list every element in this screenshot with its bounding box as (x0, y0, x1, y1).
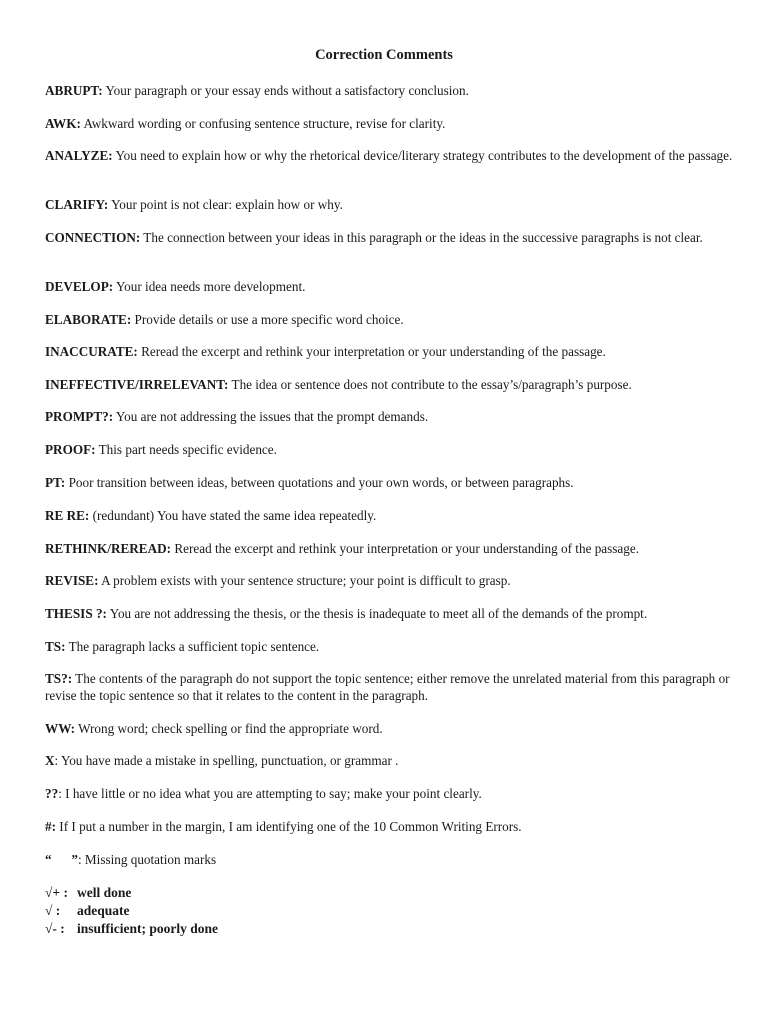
comment-term: PT: (45, 475, 66, 490)
comment-definition: Wrong word; check spelling or find the appropriate word. (75, 721, 383, 736)
comment-definition: The idea or sentence does not contribute to the essay’s/paragraph’s purpose. (228, 377, 632, 392)
check-legend-well-done (45, 884, 131, 901)
comment-entry-abrupt (45, 82, 735, 99)
comment-definition: : Missing quotation marks (77, 852, 217, 867)
comment-term: RE RE: (45, 508, 90, 523)
check-label: well done (77, 885, 132, 900)
comment-definition: You need to explain how or why the rhetorical device/literary strategy contributes to the development of the passage. (112, 148, 733, 163)
document-title: Correction Comments (315, 47, 453, 63)
comment-entry-ineffective (45, 376, 735, 393)
comment-definition: Poor transition between ideas, between quotations and your own words, or between paragraphs. (65, 475, 574, 490)
check-legend-adequate (45, 902, 130, 919)
comment-term: TS?: (45, 671, 73, 686)
comment-term: RETHINK/REREAD: (45, 541, 172, 556)
comment-definition: If I put a number in the margin, I am identifying one of the 10 Common Writing Errors. (56, 819, 522, 834)
comment-term: THESIS ?: (45, 606, 107, 621)
comment-term: PROMPT?: (45, 409, 114, 424)
comment-definition: The paragraph lacks a sufficient topic sentence. (65, 639, 320, 654)
comment-entry-awk (45, 115, 735, 132)
comment-entry-inaccurate (45, 343, 735, 360)
comment-entry-revise (45, 572, 735, 589)
check-plus-icon: √+ : (45, 885, 68, 900)
check-label: adequate (77, 903, 130, 918)
comment-term: “ ” (45, 852, 78, 867)
comment-entry-connection (45, 229, 735, 246)
comment-entry-thesis (45, 605, 735, 622)
comment-definition: Your point is not clear: explain how or why. (108, 197, 343, 212)
comment-definition: Your idea needs more development. (113, 279, 306, 294)
comment-entry-develop (45, 278, 735, 295)
check-legend-insufficient (45, 920, 218, 937)
comment-entry-elaborate (45, 311, 735, 328)
comment-definition: : You have made a mistake in spelling, punctuation, or grammar . (54, 753, 399, 768)
comment-term: X (45, 753, 55, 768)
comment-definition: Reread the excerpt and rethink your interpretation or your understanding of the passage. (171, 541, 640, 556)
check-label: insufficient; poorly done (77, 921, 219, 936)
comment-term: CLARIFY: (45, 197, 109, 212)
check-minus-icon: √- : (45, 921, 65, 936)
comment-entry-prompt (45, 408, 735, 425)
comment-definition: Awkward wording or confusing sentence structure, revise for clarity. (80, 116, 446, 131)
comment-term: ABRUPT: (45, 83, 103, 98)
comment-term: #: (45, 819, 56, 834)
comment-entry-pt (45, 474, 735, 491)
comment-definition: A problem exists with your sentence structure; your point is difficult to grasp. (98, 573, 511, 588)
comment-term: ELABORATE: (45, 312, 132, 327)
comment-entry-quotation-marks (45, 851, 735, 868)
comment-entry-re-re (45, 507, 735, 524)
check-icon: √ : (45, 903, 61, 918)
comment-term: INACCURATE: (45, 344, 138, 359)
comment-entry-x (45, 752, 735, 769)
comment-term: PROOF: (45, 442, 96, 457)
comment-entry-ww (45, 720, 735, 737)
comment-entry-number (45, 818, 735, 835)
comment-definition: You are not addressing the thesis, or the thesis is inadequate to meet all of the demands of the prompt. (106, 606, 648, 621)
comment-entry-double-question (45, 785, 735, 802)
comment-definition: : I have little or no idea what you are attempting to say; make your point clearly. (58, 786, 482, 801)
comment-term: ANALYZE: (45, 148, 113, 163)
comment-entry-rethink (45, 540, 735, 557)
comment-entry-analyze (45, 147, 735, 164)
comment-definition: Provide details or use a more specific word choice. (131, 312, 404, 327)
comment-term: ?? (45, 786, 59, 801)
comment-entry-proof (45, 441, 735, 458)
comment-term: INEFFECTIVE/IRRELEVANT: (45, 377, 229, 392)
comment-entry-ts (45, 638, 735, 655)
comment-term: REVISE: (45, 573, 99, 588)
comment-definition: (redundant) You have stated the same idea repeatedly. (89, 508, 377, 523)
comment-definition: This part needs specific evidence. (95, 442, 277, 457)
comment-entry-clarify (45, 196, 735, 213)
comment-entry-ts-question (45, 670, 735, 704)
comment-definition: You are not addressing the issues that the prompt demands. (113, 409, 429, 424)
comment-definition: The connection between your ideas in this paragraph or the ideas in the successive paragraphs is not clear. (140, 230, 703, 245)
comment-term: CONNECTION: (45, 230, 141, 245)
comment-term: TS: (45, 639, 66, 654)
comment-term: AWK: (45, 116, 81, 131)
comment-term: DEVELOP: (45, 279, 114, 294)
comment-term: WW: (45, 721, 76, 736)
comment-definition: Reread the excerpt and rethink your interpretation or your understanding of the passage. (137, 344, 606, 359)
comment-definition: The contents of the paragraph do not support the topic sentence; either remove the unrelated material from this paragraph or revise the topic sentence so that it relates to the content in the paragraph. (45, 671, 730, 703)
comment-definition: Your paragraph or your essay ends without a satisfactory conclusion. (102, 83, 469, 98)
